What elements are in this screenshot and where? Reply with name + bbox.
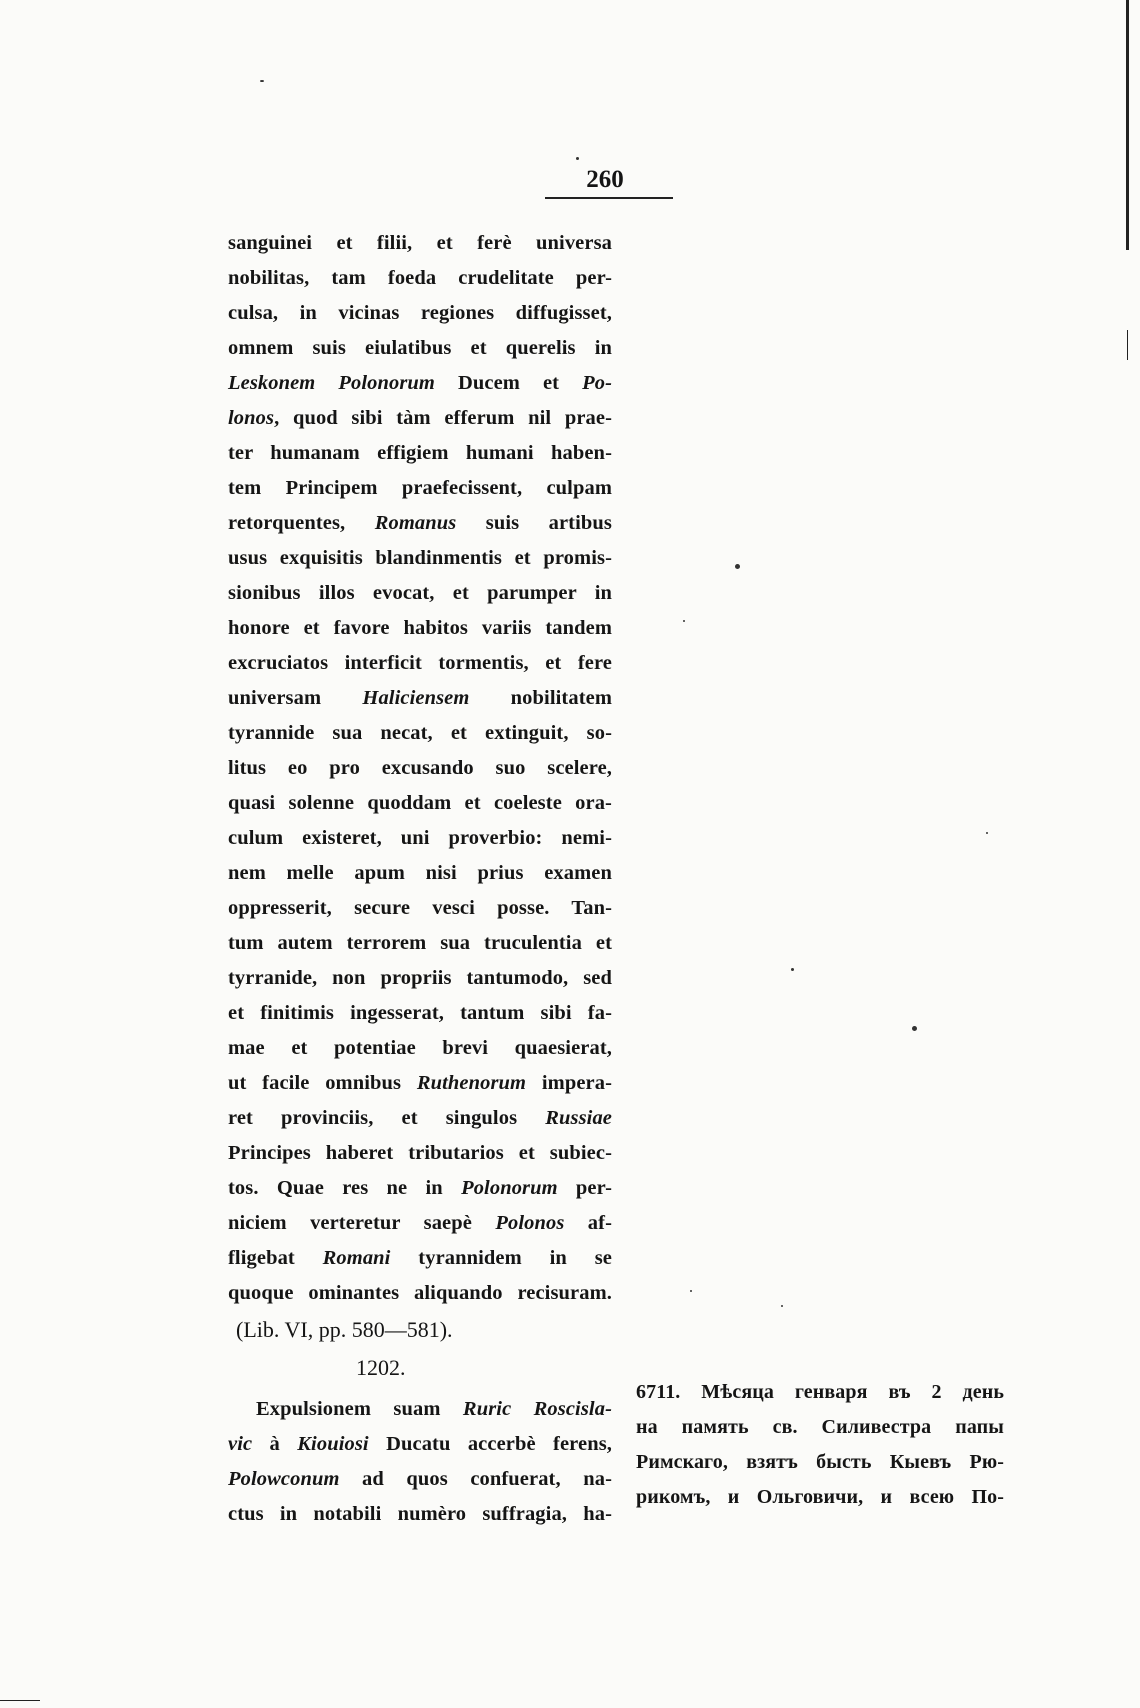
text-line: honore et favore habitos variis tandem <box>228 617 612 639</box>
text-span: impera- <box>526 1072 612 1094</box>
italic-name: lonos <box>228 407 275 429</box>
dust-speck <box>986 832 988 834</box>
italic-name: Romanus <box>374 512 457 534</box>
text-line: usus exquisitis blandinmentis et promis- <box>228 547 612 569</box>
text-line <box>228 1392 612 1427</box>
text-span: Ducatu accerbè ferens, <box>368 1433 612 1455</box>
text-line <box>228 1427 612 1462</box>
text-line: sanguinei et filii, et ferè universa <box>228 232 612 254</box>
text-span: Expulsionem suam <box>256 1398 463 1420</box>
text-span: Ducem et <box>434 372 583 394</box>
italic-name: Po- <box>582 372 612 394</box>
source-reference: (Lib. VI, pp. 580—581). <box>236 1317 453 1342</box>
italic-name: Haliciensem <box>362 687 470 709</box>
text-span: fligebat <box>228 1247 323 1269</box>
text-line: tem Principem praefecissent, culpam <box>228 477 612 499</box>
text-line: et finitimis ingesserat, tantum sibi fa- <box>228 1002 612 1024</box>
text-span: af- <box>564 1212 612 1234</box>
text-line <box>228 366 612 401</box>
scan-edge-line <box>1126 0 1129 250</box>
text-line: tum autem terrorem sua truculentia et <box>228 932 612 954</box>
text-line <box>228 401 612 436</box>
paragraph-1202 <box>228 1392 612 1532</box>
text-line: culum existeret, uni proverbio: nemi- <box>228 827 612 849</box>
text-span: , quod sibi tàm efferum nil prae- <box>274 407 612 429</box>
text-line: ter humanam effigiem humani haben- <box>228 442 612 464</box>
text-line: nobilitas, tam foeda crudelitate per- <box>228 267 612 289</box>
text-span: à <box>252 1433 298 1455</box>
page-number: 260 <box>586 166 624 193</box>
text-span: per- <box>557 1177 612 1199</box>
text-line <box>228 1171 612 1206</box>
text-line: на память св. Силивестра папы <box>636 1416 1004 1438</box>
text-line: sionibus illos evocat, et parumper in <box>228 582 612 604</box>
text-line <box>228 1206 612 1241</box>
text-line: culsa, in vicinas regiones diffugisset, <box>228 302 612 324</box>
text-line: ctus in notabili numèro suffragia, ha- <box>228 1503 612 1525</box>
text-span: tyrannidem in se <box>390 1247 612 1269</box>
text-line <box>228 1066 612 1101</box>
text-line: nem melle apum nisi prius examen <box>228 862 612 884</box>
scan-edge-line <box>1127 330 1128 360</box>
text-span: universam <box>228 687 363 709</box>
text-line: quoque ominantes aliquando recisuram. <box>228 1282 612 1304</box>
text-span: ut facile omnibus <box>228 1072 417 1094</box>
text-span: niciem verteretur saepè <box>228 1212 496 1234</box>
dust-speck <box>576 157 579 160</box>
text-line: рикомъ, и Ольговичи, и всею По- <box>636 1486 1004 1508</box>
text-span: retorquentes, <box>228 512 375 534</box>
latin-column <box>228 226 612 1532</box>
italic-name: Kiouiosi <box>297 1433 369 1455</box>
text-span: tos. Quae res ne in <box>228 1177 462 1199</box>
italic-name: vic <box>228 1433 253 1455</box>
italic-name: Polonorum <box>461 1177 558 1199</box>
italic-name: Ruric Roscisla- <box>462 1398 613 1420</box>
text-line: tyrranide, non propriis tantumodo, sed <box>228 967 612 989</box>
dust-speck <box>735 564 740 569</box>
scan-bottom-mark <box>0 1700 40 1701</box>
text-line <box>228 1241 612 1276</box>
text-line <box>228 681 612 716</box>
dust-speck <box>912 1026 917 1031</box>
dust-speck <box>781 1305 783 1307</box>
text-line: Римскаго, взятъ бысть Кыевъ Рю- <box>636 1451 1004 1473</box>
text-line: tyrannide sua necat, et extinguit, so- <box>228 722 612 744</box>
text-line: omnem suis eiulatibus et querelis in <box>228 337 612 359</box>
text-line <box>228 506 612 541</box>
russian-column <box>636 1375 1004 1515</box>
italic-name: Russiae <box>545 1107 612 1129</box>
year-heading: 1202. <box>356 1355 406 1380</box>
header-rule <box>545 197 673 199</box>
text-line <box>228 1462 612 1497</box>
text-line: litus eo pro excusando suo scelere, <box>228 757 612 779</box>
dust-speck <box>690 1290 692 1292</box>
text-span: ad quos confuerat, na- <box>339 1468 612 1490</box>
text-span: suis artibus <box>456 512 612 534</box>
dust-speck <box>791 968 794 971</box>
italic-name: Ruthenorum <box>416 1072 527 1094</box>
text-span: ret provinciis, et singulos <box>228 1107 546 1129</box>
dust-speck <box>683 620 685 622</box>
italic-name: Leskonem Polonorum <box>228 372 435 394</box>
text-line <box>228 1101 612 1136</box>
text-span: nobilitatem <box>469 687 612 709</box>
italic-name: Polonos <box>495 1212 565 1234</box>
text-line: mae et potentiae brevi quaesierat, <box>228 1037 612 1059</box>
italic-name: Polowconum <box>228 1468 340 1490</box>
text-line: quasi solenne quoddam et coeleste ora- <box>228 792 612 814</box>
dust-speck <box>260 80 264 82</box>
text-line: Principes haberet tributarios et subiec- <box>228 1142 612 1164</box>
text-line: oppresserit, secure vesci posse. Tan- <box>228 897 612 919</box>
italic-name: Romani <box>322 1247 391 1269</box>
text-line: excruciatos interficit tormentis, et fere <box>228 652 612 674</box>
text-line: 6711. Мѣсяца генваря въ 2 день <box>636 1381 1004 1403</box>
